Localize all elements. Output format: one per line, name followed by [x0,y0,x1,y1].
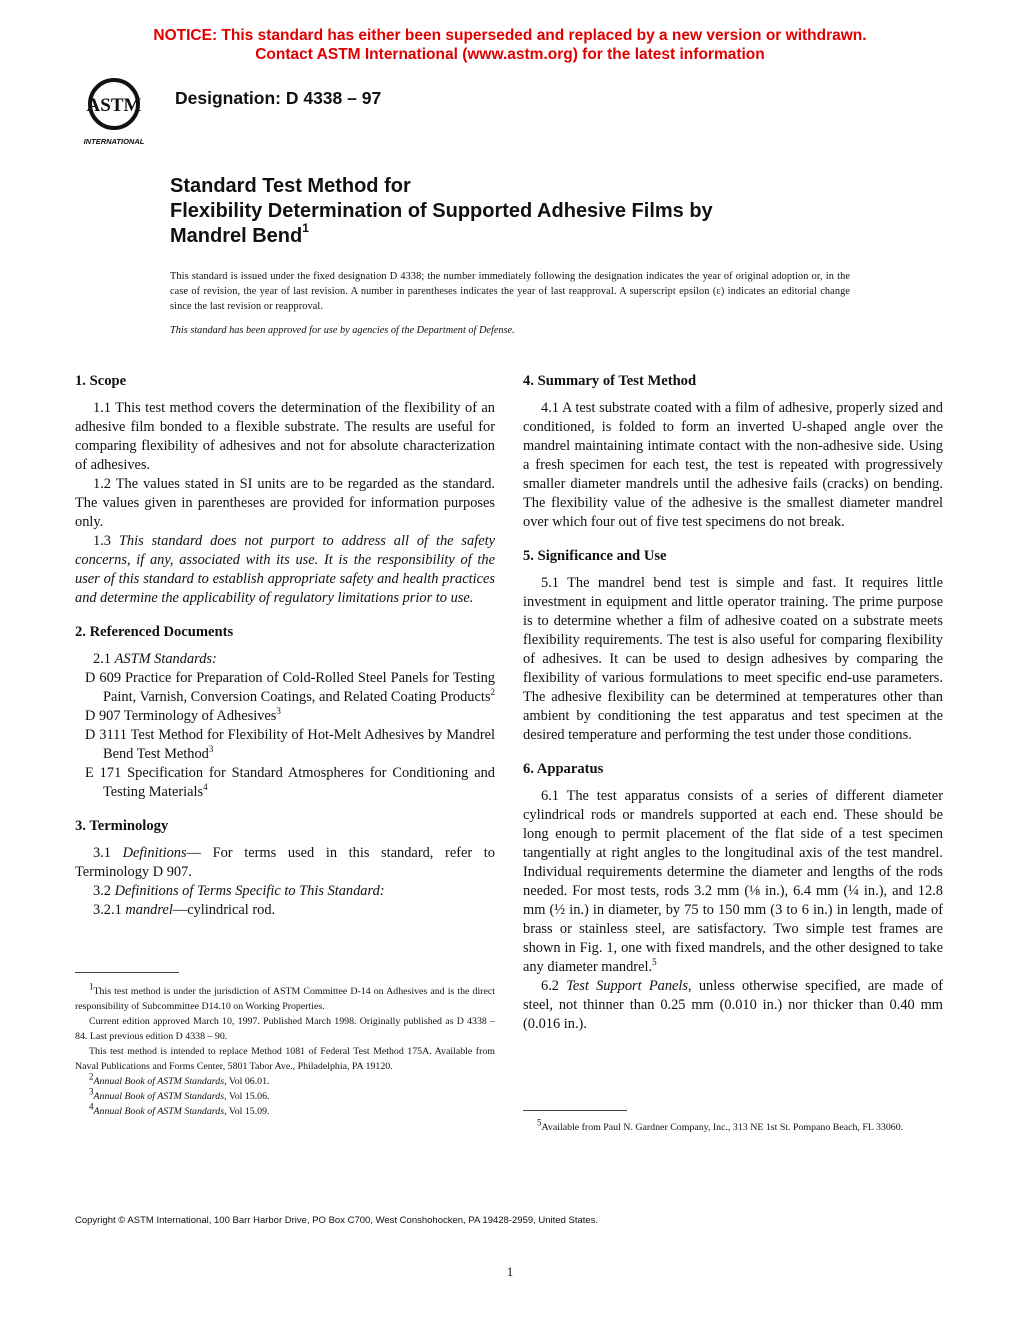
approval-statement: This standard has been approved for use by agencies of the Department of Defense. [170,325,515,336]
term-3-2: 3.2 Definitions of Terms Specific to This Standard: [93,883,385,899]
scope-1-2: 1.2 The values stated in SI units are to be regarded as the standard. The values given in parentheses are provided for information purposes only. [75,476,495,530]
apparatus-6-2: 6.2 Test Support Panels, unless otherwise specified, are made of steel, not thinner than 0.25 mm (0.010 in.) nor thicker than 0.40 mm (0.016 in.). [523,978,943,1032]
title-line-1: Standard Test Method for [170,175,411,197]
title-footnote-mark: 1 [302,221,309,236]
footnote-rule-right [523,1110,627,1111]
section-heading-terminology: 3. Terminology [75,818,169,834]
scope-1-1: 1.1 This test method covers the determination of the flexibility of an adhesive film bonded to a flexible substrate. The results are useful for comparing flexibility of adhesives and not for absolute characterization of adhesives. [75,400,495,473]
footnote-rule-left [75,972,179,973]
footnote-5: $^5$Available from Paul N. Gardner Company, Inc., 313 NE 1st St. Pompano Beach, FL 33060. [537,1117,904,1133]
standard-intro: This standard is issued under the fixed designation D 4338; the number immediately following the designation indicates the year of original adoption or, in the case of revision, the year of last revision. A number in parentheses indicates the year of last reapproval. A superscript epsilon (ε) indicates an editorial change since the last revision or reapproval. [170,271,850,312]
footnote-3: $^3$Annual Book of ASTM Standards, Vol 15.06. [89,1086,270,1102]
notice-line-1: NOTICE: This standard has either been superseded and replaced by a new version or withdrawn. [153,27,867,44]
notice-line-2: Contact ASTM International (www.astm.org) for the latest information [255,46,765,63]
ref-e171: E 171 Specification for Standard Atmospheres for Conditioning and Testing Materials$^4$ [85,765,495,800]
ref-d907: D 907 Terminology of Adhesives$^3$ [85,706,281,724]
logo-text: ASTM [86,95,142,116]
designation: Designation: D 4338 – 97 [175,88,382,108]
copyright-footer: Copyright © ASTM International, 100 Barr Harbor Drive, PO Box C700, West Conshohocken, PA 19428-2959, United States. [75,1215,599,1226]
document-title [170,174,890,249]
footnote-1c: This test method is intended to replace Method 1081 of Federal Test Method 175A. Available from Naval Publications and Forms Center, 5801 Tabor Ave., Philadelphia, PA 19120. [75,1046,495,1072]
significance-5-1: 5.1 The mandrel bend test is simple and fast. It requires little investment in equipment and little operator training. The prime purpose is to determine whether a film of adhesive coated on a substrate meets flexibility requirements. The test is also useful for comparing flexibility of adhesives. It can be used to design adhesives by comparing the flexibility of various formulations to meet specific end-use parameters. The adhesive flexibility can be determined at temperatures other than ambient by conditioning the test apparatus and test specimen at the desired temperature and performing the test under those conditions. [523,575,943,743]
logo-subtext: INTERNATIONAL [83,137,145,146]
footnotes-right [523,1117,943,1135]
section-heading-summary: 4. Summary of Test Method [523,373,697,389]
title-line-3: Mandrel Bend$^1$ [170,221,309,247]
summary-4-1: 4.1 A test substrate coated with a film of adhesive, properly sized and conditioned, is folded to form an inverted U-shaped angle over the mandrel maintaining intimate contact with the non-adhesive side. Using a fresh specimen for each test, the test is repeated with progressively smaller diameter mandrels until the adhesive fails (cracks) on bending. The flexibility value of the adhesive is the smallest diameter mandrel over which four out of five test specimens do not break. [523,400,943,530]
footnote-1: $^1$This test method is under the jurisdiction of ASTM Committee D-14 on Adhesives and is the direct responsibility of Subcommittee D14.10 on Working Properties. [75,981,495,1012]
footnote-1b: Current edition approved March 10, 1997. Published March 1998. Originally published as D 4338 – 84. Last previous edition D 4338 – 90. [75,1016,495,1042]
footnotes-left [75,981,495,1119]
astm-logo [68,73,160,148]
footnote-4: $^4$Annual Book of ASTM Standards, Vol 15.09. [89,1101,270,1117]
withdrawal-notice [0,26,1020,64]
ref-d609: D 609 Practice for Preparation of Cold-Rolled Steel Panels for Testing Paint, Varnish, Conversion Coatings, and Related Coating Products$^2$ [85,670,495,705]
apparatus-6-1: 6.1 The test apparatus consists of a series of different diameter cylindrical rods or mandrels supported at each end. These should be long enough to permit placement of the flat side of a test specimen tangentially at right angles to the longitudinal axis of the test mandrel. Individual requirements determine the diameter and lengths of the rods needed. For most tests, rods 3.2 mm (⅛ in.), 6.4 mm (¼ in.), and 12.8 mm (½ in.) in diameter, by 75 to 150 mm (3 to 6 in.) in length, made of brass or stainless steel, are satisfactory. Two simple test frames are shown in Fig. 1, one with fixed mandrels, and the other designed to take any diameter mandrel.$^5$ [523,788,943,975]
footnote-2: $^2$Annual Book of ASTM Standards, Vol 06.01. [89,1071,270,1087]
right-column [523,372,943,1034]
section-heading-scope: 1. Scope [75,373,127,389]
left-column [75,372,495,920]
page-number: 1 [506,1264,514,1279]
scope-1-3: 1.3 This standard does not purport to address all of the safety concerns, if any, associated with its use. It is the responsibility of the user of this standard to establish appropriate safety and health practices and determine the applicability of regulatory limitations prior to use. [75,533,495,606]
term-3-2-1: 3.2.1 mandrel—cylindrical rod. [93,902,276,918]
section-heading-referenced-documents: 2. Referenced Documents [75,624,234,640]
title-line-2: Flexibility Determination of Supported Adhesive Films by [170,200,713,222]
ref-d3111: D 3111 Test Method for Flexibility of Hot-Melt Adhesives by Mandrel Bend Test Method$^3$ [85,727,495,762]
section-heading-significance: 5. Significance and Use [523,548,667,564]
term-3-1: 3.1 Definitions— For terms used in this standard, refer to Terminology D 907. [75,845,495,880]
ref-2-1: 2.1 ASTM Standards: [93,651,217,667]
section-heading-apparatus: 6. Apparatus [523,761,604,777]
